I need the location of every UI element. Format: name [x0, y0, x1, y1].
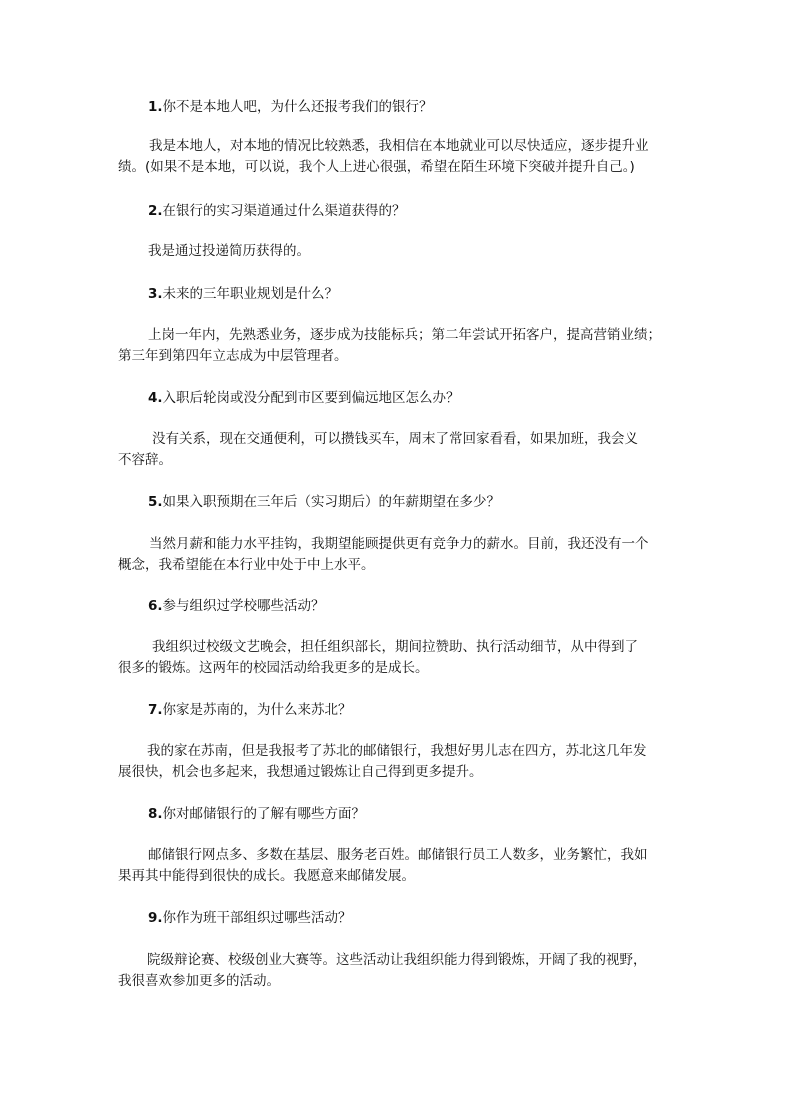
answer-8 — [118, 845, 674, 887]
answer-line: 第三年到第四年立志成为中层管理者。 — [118, 348, 348, 364]
answer-9 — [118, 950, 674, 992]
question-number: 7. — [148, 702, 163, 718]
question-number: 5. — [148, 494, 163, 510]
question-number: 4. — [148, 390, 163, 406]
answer-line: 上岗一年内，先熟悉业务，逐步成为技能标兵；第二年尝试开拓客户，提高营销业绩； — [148, 327, 661, 343]
answer-1 — [118, 136, 674, 178]
question-number: 8. — [148, 806, 163, 822]
answer-line: 果再其中能得到很快的成长。我愿意来邮储发展。 — [118, 868, 415, 884]
answer-line: 展很快，机会也多起来，我想通过锻炼让自己得到更多提升。 — [118, 764, 483, 780]
question-4 — [118, 388, 704, 408]
answer-line: 我是本地人，对本地的情况比较熟悉，我相信在本地就业可以尽快适应，逐步提升业 — [149, 138, 649, 154]
question-5 — [118, 492, 704, 512]
question-text: 你作为班干部组织过哪些活动？ — [162, 910, 352, 926]
question-9 — [118, 908, 704, 928]
answer-line: 很多的锻炼。这两年的校园活动给我更多的是成长。 — [118, 660, 429, 676]
answer-line: 我组织过校级文艺晚会，担任组织部长，期间拉赞助、执行活动细节，从中得到了 — [152, 639, 638, 655]
answer-7 — [118, 741, 674, 783]
answer-line: 院级辩论赛、校级创业大赛等。这些活动让我组织能力得到锻炼，开阔了我的视野， — [147, 952, 647, 968]
answer-line: 我很喜欢参加更多的活动。 — [118, 973, 280, 989]
question-number: 1. — [148, 99, 163, 115]
question-text: 参与组织过学校哪些活动？ — [162, 598, 325, 614]
answer-5 — [118, 534, 674, 576]
question-text: 你家是苏南的，为什么来苏北？ — [162, 702, 352, 718]
question-2 — [118, 201, 704, 221]
question-text: 你不是本地人吧，为什么还报考我们的银行？ — [162, 99, 433, 115]
question-text: 入职后轮岗或没分配到市区要到偏远地区怎么办？ — [162, 390, 460, 406]
question-1 — [118, 97, 704, 117]
question-8 — [118, 804, 704, 824]
question-text: 如果入职预期在三年后（实习期后）的年薪期望在多少？ — [162, 494, 501, 510]
question-text: 你对邮储银行的了解有哪些方面？ — [162, 806, 366, 822]
answer-line: 我的家在苏南，但是我报考了苏北的邮储银行，我想好男儿志在四方，苏北这几年发 — [147, 743, 647, 759]
question-number: 9. — [148, 910, 163, 926]
answer-line: 没有关系，现在交通便利，可以攒钱买车，周末了常回家看看，如果加班，我会义 — [152, 431, 638, 447]
answer-2 — [118, 241, 674, 262]
question-number: 3. — [148, 286, 163, 302]
question-number: 2. — [148, 203, 163, 219]
answer-line: 绩。(如果不是本地，可以说，我个人上进心很强，希望在陌生环境下突破并提升自己。) — [118, 159, 635, 175]
answer-line: 概念，我希望能在本行业中处于中上水平。 — [118, 557, 375, 573]
question-7 — [118, 700, 704, 720]
question-text: 未来的三年职业规划是什么？ — [162, 286, 339, 302]
answer-3 — [118, 325, 674, 367]
answer-4 — [118, 429, 674, 471]
question-text: 在银行的实习渠道通过什么渠道获得的？ — [162, 203, 406, 219]
answer-line: 我是通过投递简历获得的。 — [148, 243, 310, 259]
answer-line: 邮储银行网点多、多数在基层、服务老百姓。邮储银行员工人数多，业务繁忙，我如 — [148, 847, 648, 863]
question-number: 6. — [148, 598, 163, 614]
question-6 — [118, 596, 704, 616]
answer-6 — [118, 637, 674, 679]
answer-line: 不容辞。 — [118, 452, 172, 468]
question-3 — [118, 284, 704, 304]
answer-line: 当然月薪和能力水平挂钩，我期望能顾提供更有竞争力的薪水。目前，我还没有一个 — [149, 536, 649, 552]
